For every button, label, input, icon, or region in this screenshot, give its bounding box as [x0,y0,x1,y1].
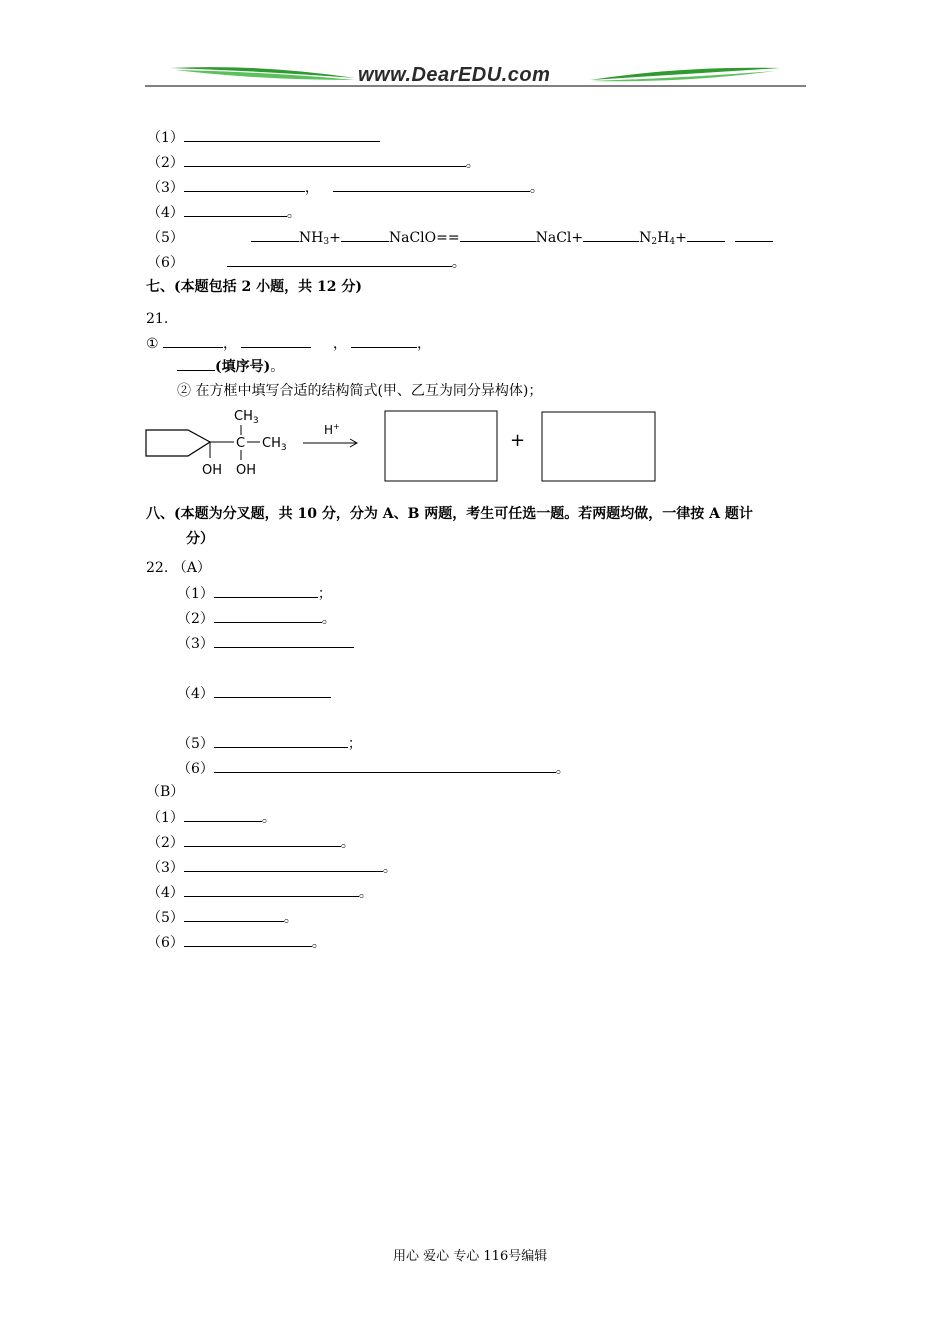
blank[interactable] [184,178,305,192]
question-22-header: 22. （A） [146,560,211,576]
blank[interactable] [163,334,223,348]
page-footer: 用心 爱心 专心 116号编辑 [393,1249,548,1264]
line-22b-4: （4） 。 [147,885,373,901]
carbon-label: C [236,436,246,451]
line-22b-6: （6） 。 [147,935,326,951]
blank[interactable] [687,228,725,242]
line-6-5: （5） $NH_3+$ NaClO== NaCl+ $N_2H_4+$ [147,228,773,251]
line-22b-3: （3） 。 [147,860,397,876]
line-6-6: （6） 。 [147,255,466,271]
plus-sign: + [510,430,526,451]
blank[interactable] [184,128,380,142]
blank[interactable] [184,808,262,822]
line-22b-2: （2） 。 [147,835,355,851]
line-22a-3: （3） [177,634,354,653]
blank[interactable] [184,933,312,947]
blank[interactable] [351,334,417,348]
blank[interactable] [184,858,383,872]
ch3-right-label: $CH_3$ [262,436,287,453]
blank[interactable] [214,684,331,698]
oh-label-2: OH [236,463,257,478]
line-22a-2: （2） 。 [177,611,336,627]
blank[interactable] [184,203,287,217]
question-21-fill-order: (填序号)。 [177,357,284,376]
oh-label: OH [202,463,223,478]
part-b-label: （B） [146,784,185,800]
line-22a-1: （1） ； [177,586,332,602]
blank[interactable] [251,228,299,242]
line-6-4: （4） 。 [147,205,301,221]
blank[interactable] [341,228,389,242]
line-6-1: （1） [147,128,380,147]
blank[interactable] [214,759,556,773]
blank[interactable] [177,357,215,371]
ch3-top-label: $CH_3$ [234,409,259,426]
blank[interactable] [460,228,536,242]
blank[interactable] [214,734,348,748]
answer-box-2 [542,412,655,481]
blank[interactable] [184,883,359,897]
site-logo-text: www.DearEDU.com [358,64,551,86]
question-21-number: 21. [146,311,169,327]
blank[interactable] [241,334,311,348]
blank[interactable] [583,228,639,242]
blank[interactable] [184,153,466,167]
question-21-part-1: ① ， ， ， [146,336,432,352]
blank[interactable] [214,609,322,623]
line-6-3: （3） ， 。 [147,180,544,196]
blank[interactable] [227,253,452,267]
line-22a-4: （4） [177,684,331,703]
line-22a-6: （6） 。 [177,761,570,777]
blank[interactable] [735,228,773,242]
section-7-title: 七、(本题包括 2 小题，共 12 分) [146,279,362,295]
blank[interactable] [184,833,341,847]
line-22b-1: （1） 。 [147,810,276,826]
cyclopentane-ring [146,430,210,456]
section-8-title-cont: 分） [186,531,214,547]
reaction-scheme [140,400,670,488]
blank[interactable] [214,634,354,648]
section-8-title: 八、(本题为分叉题，共 10 分，分为 A、B 两题，考生可任选一题。若两题均做，一律按 A 题计 [146,506,753,522]
blank[interactable] [184,908,284,922]
line-6-2: （2） 。 [147,155,480,171]
blank[interactable] [214,584,318,598]
answer-box-1 [385,411,497,481]
catalyst-label: H+ [324,422,340,437]
line-22a-5: （5） ； [177,736,362,752]
line-22b-5: （5） 。 [147,910,298,926]
blank[interactable] [333,178,530,192]
question-21-part-2: ② 在方框中填写合适的结构简式(甲、乙互为同分异构体)； [177,383,543,399]
